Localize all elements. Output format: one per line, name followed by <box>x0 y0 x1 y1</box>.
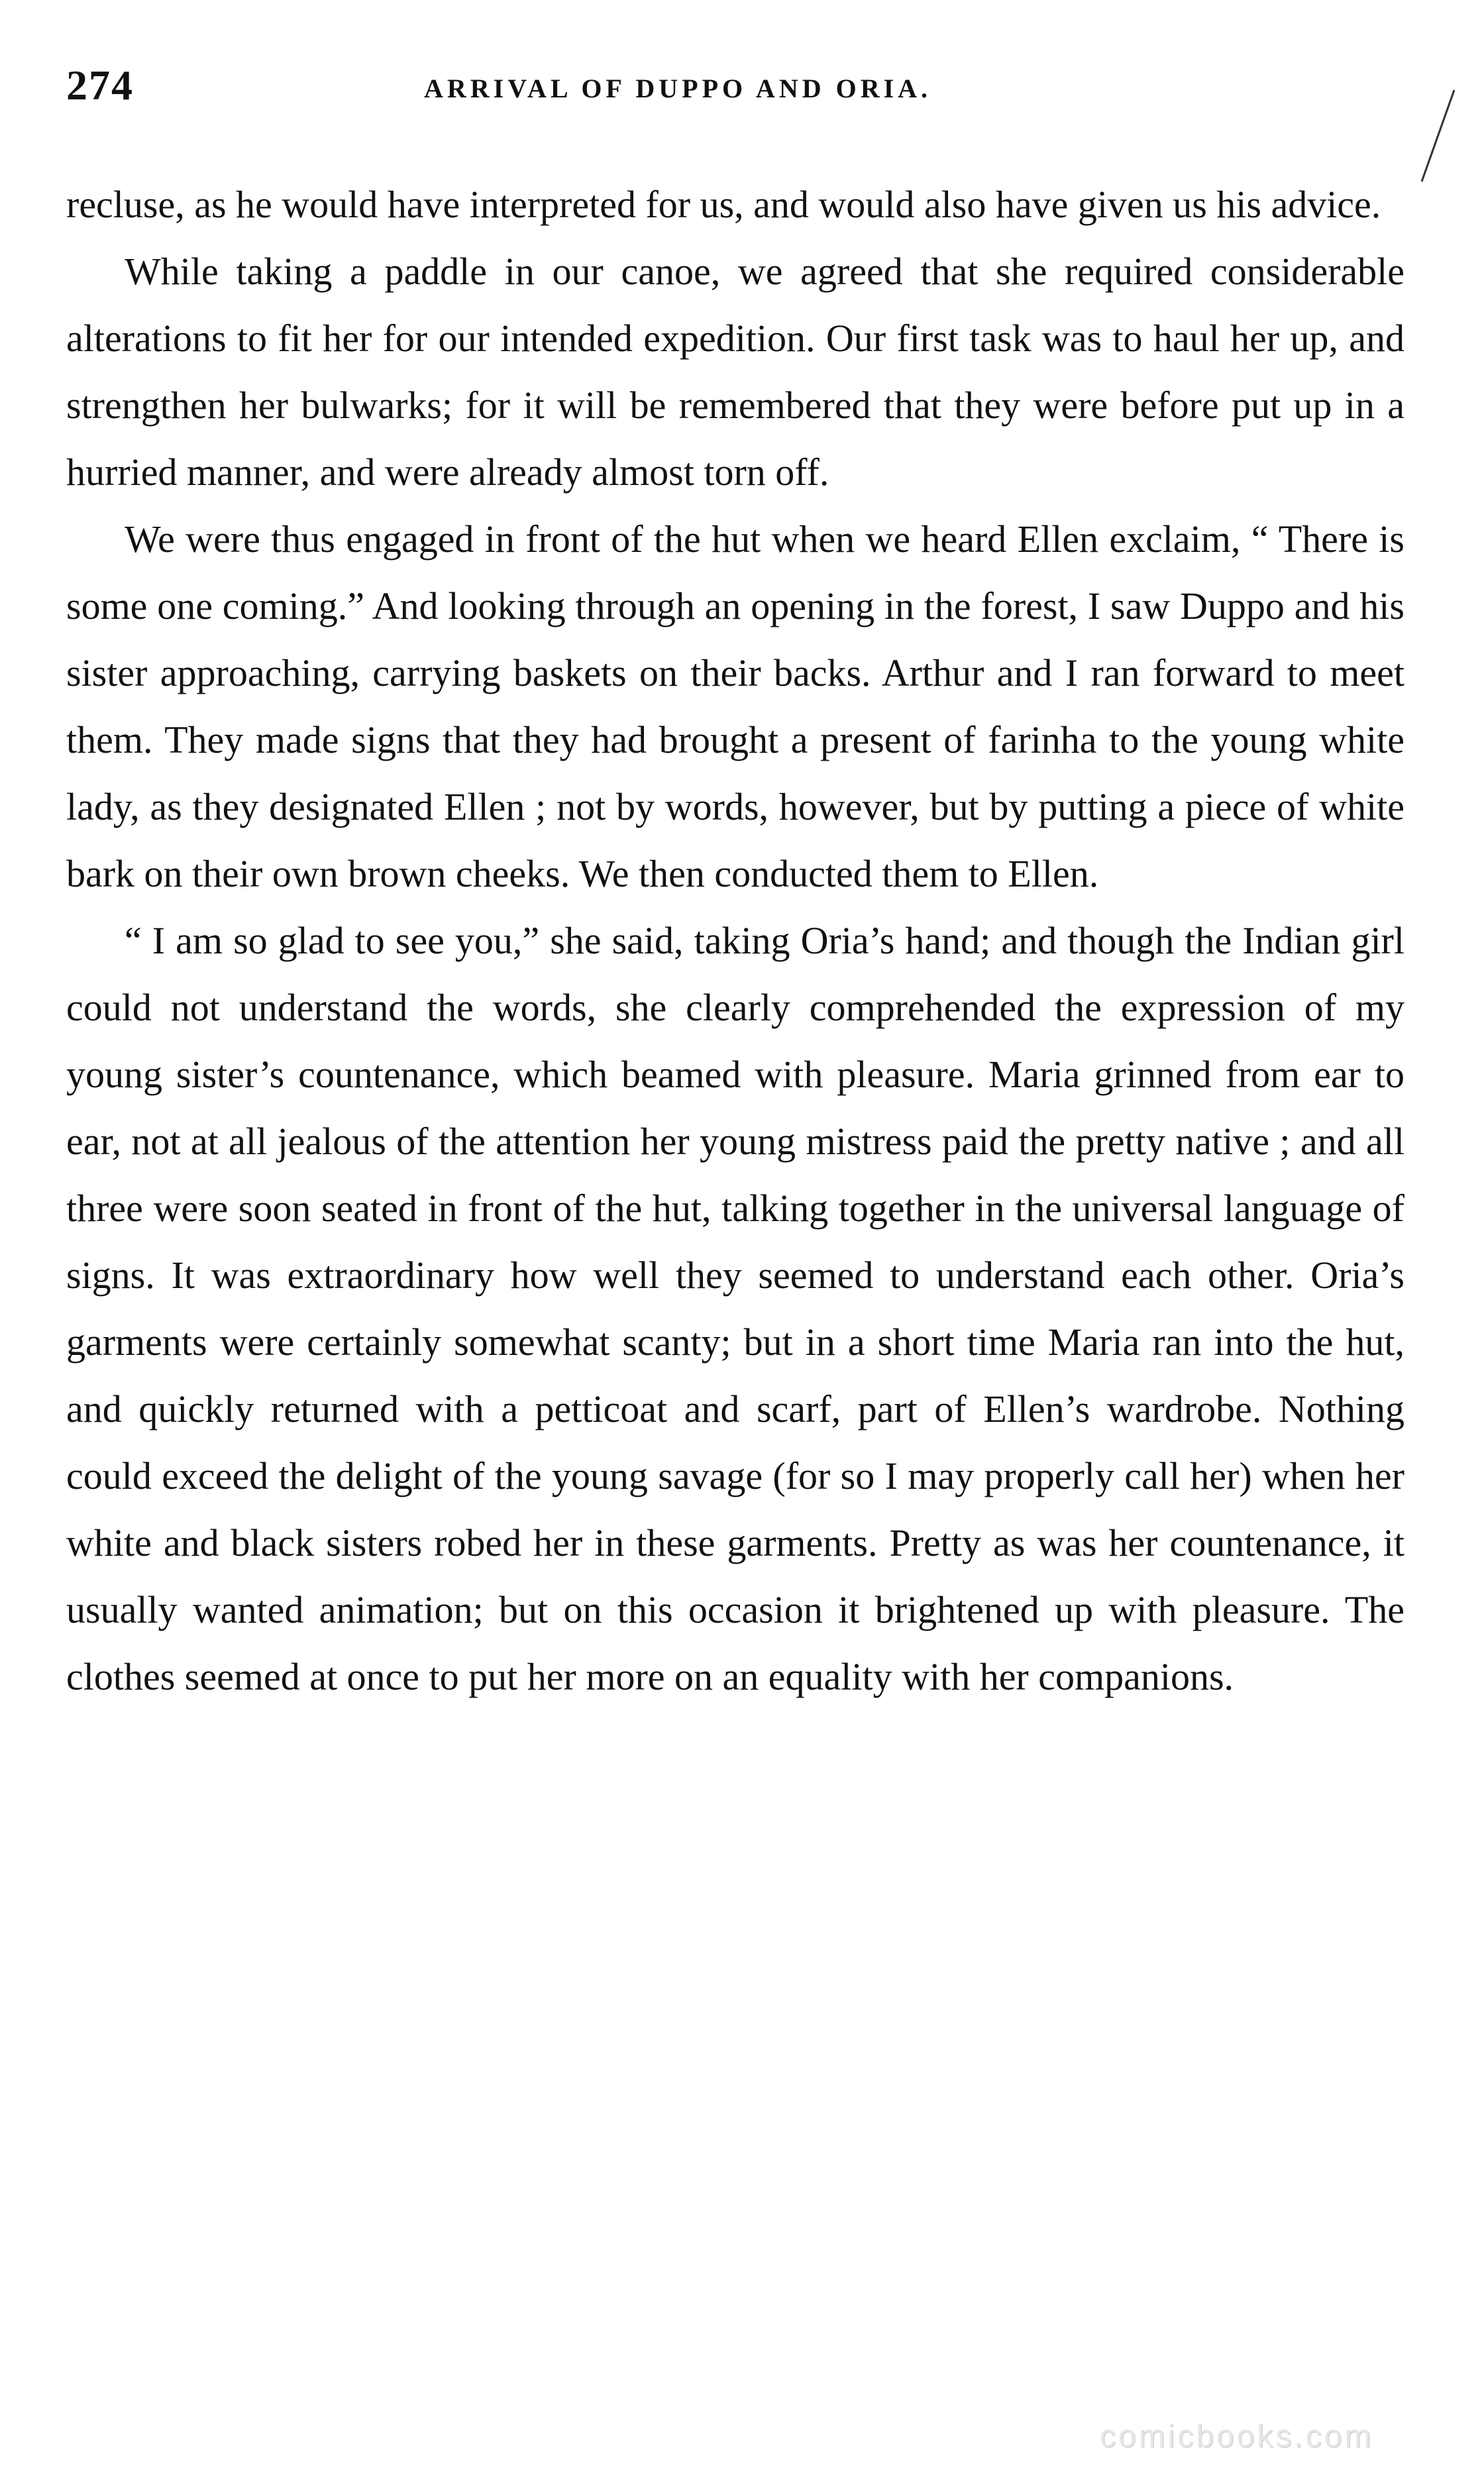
pencil-mark-icon <box>1418 87 1458 187</box>
paragraph-continued: recluse, as he would have interpreted for us, and would also have given us his advice. <box>66 183 1381 226</box>
paragraph: “ I am so glad to see you,” she said, taking Oria’s hand; and though the Indian girl could not understand the words, she clearly comprehended the expression of my young sister’s countenance, which beamed with pleasure. Maria grinned from ear to ear, not at all jealous of the attention her young mistress paid the pretty native ; and all three were soon seated in front of the hut, talking together in the universal language of signs. It was extraordinary how well they seemed to understand each other. Oria’s garments were certainly somewhat scanty; but in a short time Maria ran into the hut, and quickly returned with a petticoat and scarf, part of Ellen’s wardrobe. Nothing could exceed the delight of the young savage (for so I may properly call her) when her white and black sisters robed her in these garments. Pretty as was her countenance, it usually wanted animation; but on this occasion it brightened up with pleasure. The clothes seemed at once to put her more on an equality with her companions. <box>66 919 1404 1698</box>
page-header <box>66 61 1418 127</box>
body-text <box>66 171 1404 1710</box>
running-head: ARRIVAL OF DUPPO AND ORIA. <box>424 74 932 103</box>
paragraph: We were thus engaged in front of the hut when we heard Ellen exclaim, “ There is some one coming.” And looking through an opening in the forest, I saw Duppo and his sister approaching, carrying baskets on their backs. Arthur and I ran forward to meet them. They made signs that they had brought a present of farinha to the young white lady, as they designated Ellen ; not by words, however, but by putting a piece of white bark on their own brown cheeks. We then conducted them to Ellen. <box>66 517 1404 895</box>
paragraph: While taking a paddle in our canoe, we agreed that she required considerable alterations to fit her for our intended expedition. Our first task was to haul her up, and strengthen her bulwarks; for it will be remembered that they were before put up in a hurried manner, and were already almost torn off. <box>66 250 1404 494</box>
watermark: comicbooks.com <box>1100 2419 1374 2454</box>
page-number: 274 <box>66 62 134 109</box>
